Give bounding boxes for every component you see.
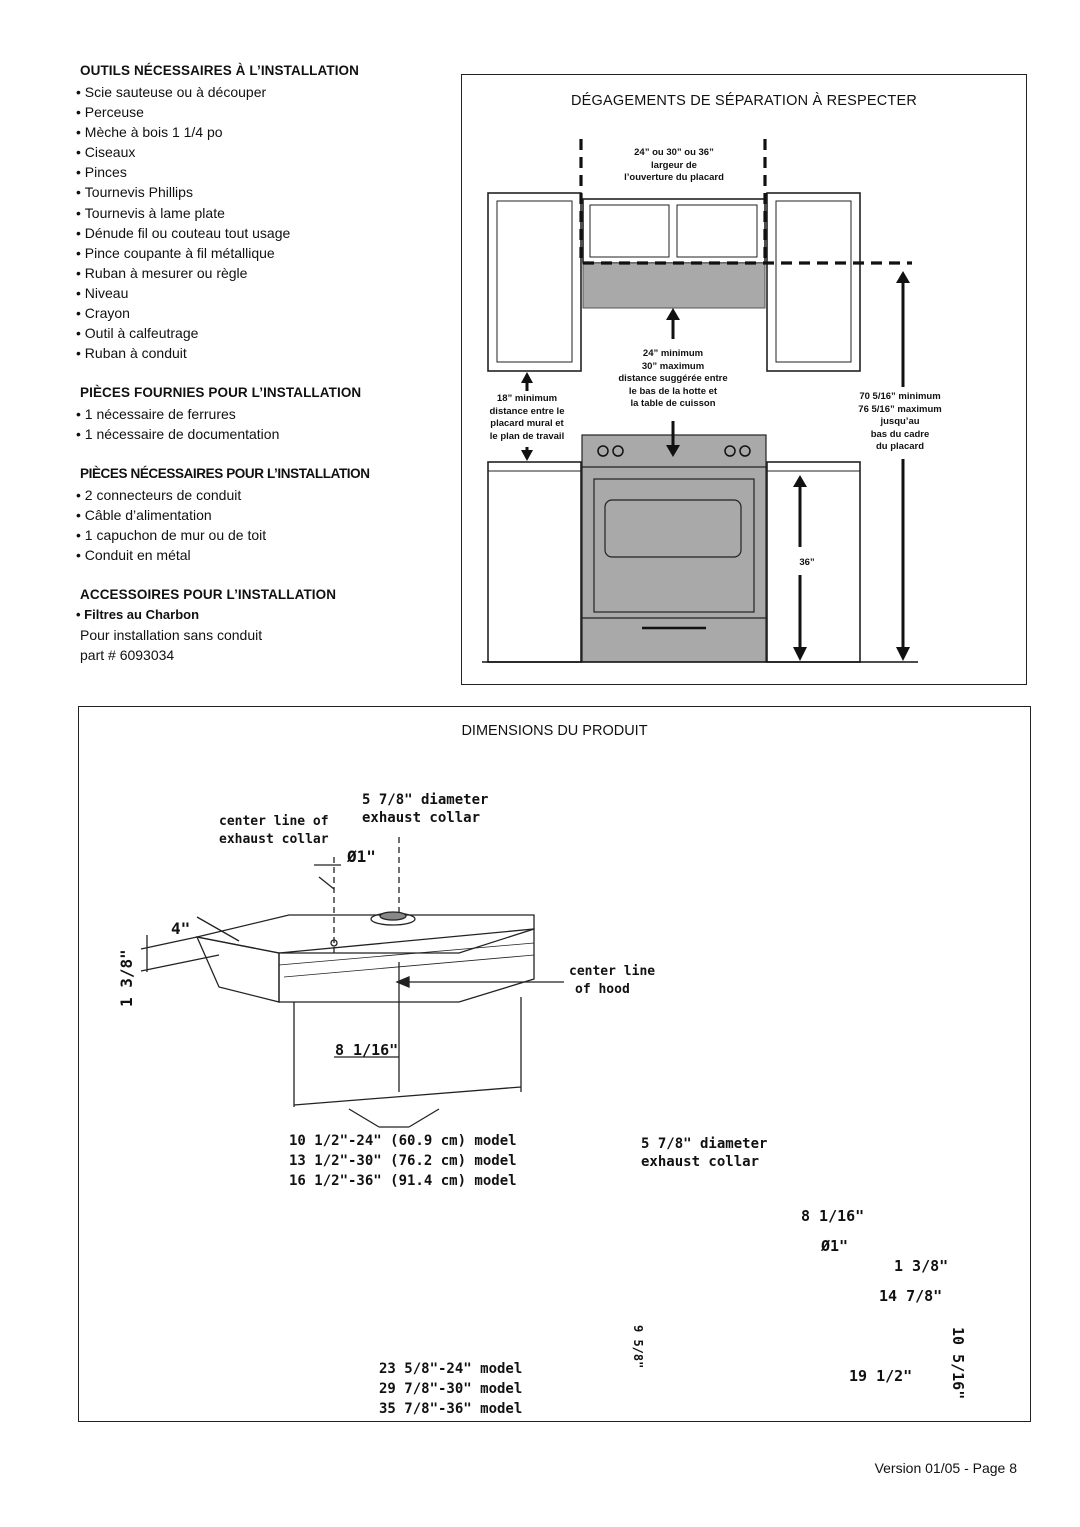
list-item: • Tournevis à lame plate	[76, 203, 359, 223]
required-title: PIÈCES NÉCESSAIRES POUR L’INSTALLATION	[80, 466, 370, 481]
d1-centerline-label	[219, 813, 329, 849]
accessories-title: ACCESSOIRES POUR L’INSTALLATION	[80, 587, 337, 602]
list-item: • 1 capuchon de mur ou de toit	[76, 525, 370, 545]
d2-diameter-label	[641, 1135, 767, 1171]
d1-hood-label	[569, 963, 655, 999]
list-item: • Outil à calfeutrage	[76, 323, 359, 343]
right-distance-label	[850, 391, 950, 454]
d2-dim1-label: 8 1/16"	[801, 1207, 865, 1225]
label-line: distance entre le	[489, 405, 565, 417]
list-item: • Pinces	[76, 162, 359, 182]
label-line: 23 5/8"-24" model	[379, 1361, 523, 1377]
d1-half-label: 8 1/16"	[335, 1041, 399, 1059]
label-line: le bas de la hotte et	[628, 385, 718, 397]
page-footer: Version 01/05 - Page 8	[874, 1460, 1017, 1476]
label-line: center line	[569, 964, 656, 979]
list-item: • Ruban à mesurer ou règle	[76, 263, 359, 283]
d2-dim2-label: 1 3/8"	[894, 1257, 949, 1275]
clearances-box	[461, 74, 1027, 685]
list-item: • Tournevis Phillips	[76, 182, 359, 202]
label-line: 30” maximum	[641, 360, 705, 372]
label-line: 10 1/2"-24" (60.9 cm) model	[289, 1133, 517, 1149]
label-line: exhaust collar	[641, 1154, 760, 1170]
tools-title: OUTILS NÉCESSAIRES À L’INSTALLATION	[80, 63, 360, 78]
label-line: placard mural et	[490, 418, 564, 429]
d1-models-label	[289, 1131, 517, 1191]
list-item: • 1 nécessaire de ferrures	[76, 404, 361, 424]
d2-dim6-label: 19 1/2"	[849, 1367, 913, 1385]
supplied-section	[80, 385, 361, 444]
d2-phi-label: Ø1"	[821, 1237, 849, 1255]
d1-four-label: 4"	[171, 919, 191, 938]
label-line: 24” minimum	[642, 348, 704, 359]
accessories-section	[80, 587, 336, 665]
accessory-part: part # 6093034	[80, 647, 175, 664]
counter-height-label: 36”	[792, 557, 822, 570]
accessory-desc: Pour installation sans conduit	[80, 627, 263, 643]
label-line: center line of	[219, 814, 329, 829]
wall-distance-label	[482, 393, 572, 443]
list-item: • Perceuse	[76, 102, 359, 122]
list-item: • Niveau	[76, 283, 359, 303]
tools-section	[80, 63, 359, 363]
dimensions-title: DIMENSIONS DU PRODUIT	[461, 723, 648, 739]
label-line: 5 7/8" diameter	[362, 792, 489, 808]
label-line: 29 7/8"-30" model	[379, 1381, 523, 1397]
list-item: • Câble d’alimentation	[76, 505, 370, 525]
label-line: distance suggérée entre	[618, 373, 728, 384]
label-line: 24” ou 30” ou 36”	[634, 147, 714, 158]
label-line: of hood	[575, 982, 630, 997]
list-item: • Crayon	[76, 303, 359, 323]
hood-distance-label	[608, 348, 738, 411]
label-line: 16 1/2"-36" (91.4 cm) model	[289, 1173, 517, 1189]
hood-shape	[583, 263, 765, 308]
label-line: bas du cadre	[870, 428, 930, 440]
required-section	[80, 466, 370, 565]
list-item: • Pince coupante à fil métallique	[76, 243, 359, 263]
label-line: la table de cuisson	[630, 398, 716, 409]
clearances-title: DÉGAGEMENTS DE SÉPARATION À RESPECTER	[570, 93, 918, 109]
d1-depth-label: 1 3/8"	[117, 949, 136, 1007]
label-line: 76 5/16” maximum	[858, 403, 942, 415]
label-line: 18” minimum	[496, 393, 558, 404]
label-line: le plan de travail	[489, 430, 565, 442]
d2-models-label	[379, 1359, 522, 1419]
width-label	[618, 147, 730, 185]
label-line: l’ouverture du placard	[624, 172, 724, 183]
label-line: largeur de	[651, 159, 697, 171]
list-item: • 1 nécessaire de documentation	[76, 424, 361, 444]
label-line: jusqu’au	[880, 416, 920, 427]
list-item: • 2 connecteurs de conduit	[76, 485, 370, 505]
d1-diameter-label	[362, 791, 488, 827]
list-item: • Ciseaux	[76, 142, 359, 162]
label-line: 5 7/8" diameter	[641, 1136, 768, 1152]
list-item: • Ruban à conduit	[76, 343, 359, 363]
d2-dim3-label: 14 7/8"	[879, 1287, 943, 1305]
dimensions-box	[78, 706, 1031, 1422]
d2-dim4-label: 10 5/16"	[949, 1327, 967, 1400]
label-line: du placard	[875, 441, 925, 452]
supplied-title: PIÈCES FOURNIES POUR L’INSTALLATION	[80, 385, 362, 400]
label-line: exhaust collar	[362, 810, 481, 826]
clearances-drawing	[462, 75, 1026, 684]
d1-phi-label: Ø1"	[347, 847, 376, 866]
label-line: 70 5/16” minimum	[859, 391, 941, 402]
list-item: • Conduit en métal	[76, 545, 370, 565]
label-line: exhaust collar	[219, 832, 329, 847]
list-item: • Dénude fil ou couteau tout usage	[76, 223, 359, 243]
filter-item: • Filtres au Charbon	[76, 605, 336, 625]
list-item: • Mèche à bois 1 1/4 po	[76, 122, 359, 142]
label-line: 13 1/2"-30" (76.2 cm) model	[289, 1153, 517, 1169]
list-item: • Scie sauteuse ou à découper	[76, 82, 359, 102]
label-line: 35 7/8"-36" model	[379, 1401, 523, 1417]
d2-dim5-label: 9 5/8"	[631, 1325, 645, 1369]
